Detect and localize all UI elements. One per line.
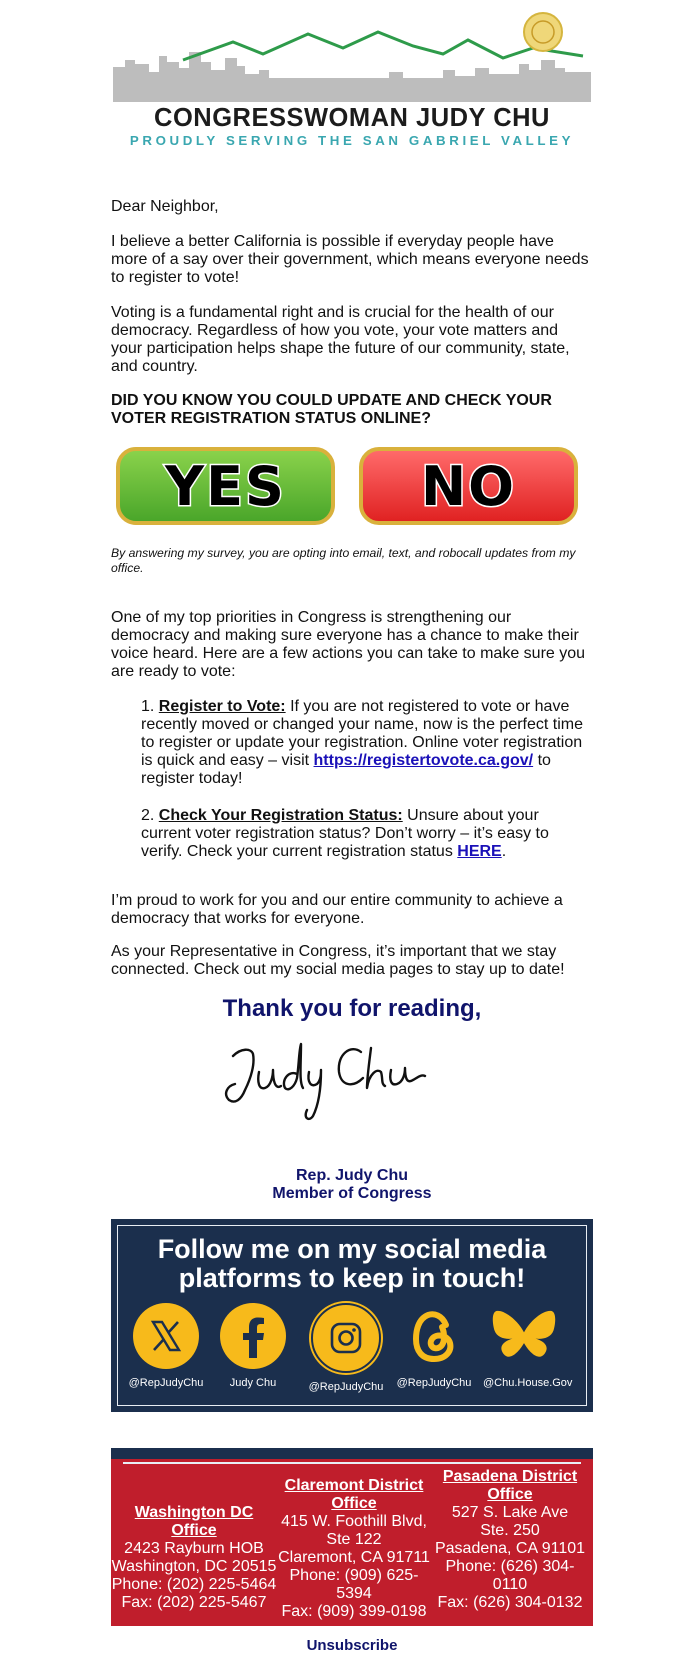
list-item-title: Register to Vote: bbox=[158, 698, 286, 715]
footer-offices bbox=[111, 1448, 593, 1626]
social-title-line1: Follow me on my social media bbox=[157, 1234, 547, 1264]
no-label: NO bbox=[420, 454, 517, 518]
check-status-link[interactable]: HERE bbox=[457, 843, 502, 860]
list-number: 2. bbox=[141, 807, 159, 824]
office-line: Ste. 250 bbox=[480, 1522, 540, 1539]
social-media-banner bbox=[111, 1219, 593, 1412]
office-line: Ste 122 bbox=[326, 1531, 382, 1548]
social-label: @RepJudyChu bbox=[396, 1377, 472, 1389]
office-line: Phone: (626) 304- bbox=[445, 1558, 575, 1575]
social-label: Judy Chu bbox=[229, 1377, 277, 1389]
office-line: Fax: (626) 304-0132 bbox=[437, 1594, 583, 1611]
office-dc bbox=[111, 1504, 277, 1612]
no-button[interactable] bbox=[359, 447, 578, 525]
yes-button[interactable] bbox=[116, 447, 335, 525]
register-link[interactable]: https://registertovote.ca.gov/ bbox=[313, 752, 534, 769]
yes-label: YES bbox=[165, 454, 286, 518]
unsubscribe-link[interactable]: Unsubscribe bbox=[306, 1637, 398, 1654]
social-facebook[interactable] bbox=[212, 1303, 294, 1389]
office-title-line1[interactable]: Pasadena District bbox=[442, 1468, 578, 1485]
paragraph-voting-right: Voting is a fundamental right and is crucial for the health of our democracy. Regardless of how you vote, your vote matters and your participation helps shape the future of our community, state, and country. bbox=[111, 304, 570, 375]
banner-title: CONGRESSWOMAN JUDY CHU bbox=[154, 104, 550, 132]
facebook-icon[interactable] bbox=[220, 1303, 286, 1369]
office-title-line2[interactable]: Office bbox=[487, 1486, 533, 1503]
header-banner bbox=[113, 12, 595, 164]
office-line: Fax: (202) 225-5467 bbox=[121, 1594, 267, 1611]
list-item bbox=[141, 698, 591, 788]
office-claremont bbox=[275, 1477, 433, 1621]
office-line: 0110 bbox=[492, 1576, 528, 1593]
office-pasadena bbox=[431, 1468, 589, 1612]
action-list bbox=[141, 698, 591, 861]
footer-divider bbox=[123, 1462, 581, 1464]
office-line: 5394 bbox=[336, 1585, 372, 1602]
instagram-icon[interactable] bbox=[311, 1303, 381, 1373]
list-item-text: If you are not registered to vote or have recently moved or changed your name, now is the perfect time to register or update your registration. Online voter registration is quick and easy – visit bbox=[141, 698, 583, 769]
list-item bbox=[141, 807, 591, 861]
rep-title: Member of Congress bbox=[272, 1185, 432, 1202]
office-line: 2423 Rayburn HOB bbox=[124, 1540, 264, 1557]
office-line: 527 S. Lake Ave bbox=[451, 1504, 569, 1521]
paragraph-connected: As your Representative in Congress, it’s important that we stay connected. Check out my social media pages to stay up to date! bbox=[111, 943, 565, 978]
survey-disclaimer: By answering my survey, you are opting into email, text, and robocall updates from my office. bbox=[111, 546, 576, 575]
banner-subtitle: PROUDLY SERVING THE SAN GABRIEL VALLEY bbox=[129, 133, 575, 148]
list-item-tail: to register today! bbox=[141, 752, 551, 787]
office-line: Washington, DC 20515 bbox=[111, 1558, 277, 1575]
office-line: Claremont, CA 91711 bbox=[278, 1549, 430, 1566]
paragraph-priorities: One of my top priorities in Congress is strengthening our democracy and making sure everyone has a chance to make their voice heard. Here are a few actions you can take to make sure you are ready to vote: bbox=[111, 609, 586, 680]
list-number: 1. bbox=[141, 698, 159, 715]
office-line: Phone: (909) 625- bbox=[289, 1567, 419, 1584]
office-line: Fax: (909) 399-0198 bbox=[281, 1603, 427, 1620]
list-item-tail: . bbox=[501, 843, 507, 860]
threads-icon[interactable] bbox=[401, 1303, 467, 1369]
rep-name: Rep. Judy Chu bbox=[295, 1167, 408, 1184]
social-threads[interactable] bbox=[393, 1303, 475, 1389]
office-line: Phone: (202) 225-5464 bbox=[111, 1576, 277, 1593]
greeting: Dear Neighbor, bbox=[111, 198, 219, 215]
congressional-seal-icon bbox=[524, 13, 562, 51]
social-label: @RepJudyChu bbox=[308, 1381, 384, 1393]
bluesky-icon[interactable] bbox=[491, 1303, 557, 1369]
handwritten-signature bbox=[211, 1034, 441, 1126]
office-line: 415 W. Foothill Blvd, bbox=[281, 1513, 427, 1530]
office-line: Pasadena, CA 91101 bbox=[434, 1540, 586, 1557]
social-title-line2: platforms to keep in touch! bbox=[178, 1263, 526, 1293]
paragraph-intro: I believe a better California is possible if everyday people have more of a say over their government, which means everyone needs to register to vote! bbox=[111, 233, 589, 286]
rep-signoff bbox=[111, 1167, 593, 1203]
social-instagram[interactable] bbox=[305, 1303, 387, 1393]
footer-top-bar bbox=[111, 1448, 593, 1459]
list-item-text: Unsure about your current voter registration status? Don’t worry – it’s easy to verify. Check your current registration status bbox=[141, 807, 549, 860]
list-item-title: Check Your Registration Status: bbox=[158, 807, 403, 824]
thanks-heading: Thank you for reading, bbox=[222, 995, 482, 1022]
social-label: @RepJudyChu bbox=[128, 1377, 204, 1389]
office-title[interactable]: Washington DC Office bbox=[134, 1504, 254, 1539]
x-icon[interactable] bbox=[133, 1303, 199, 1369]
social-bluesky[interactable] bbox=[483, 1303, 573, 1389]
social-x[interactable] bbox=[125, 1303, 207, 1389]
office-title-line1[interactable]: Claremont District bbox=[284, 1477, 424, 1494]
social-title bbox=[111, 1235, 593, 1293]
office-title-line2[interactable]: Office bbox=[331, 1495, 377, 1512]
survey-question: DID YOU KNOW YOU COULD UPDATE AND CHECK YOUR VOTER REGISTRATION STATUS ONLINE? bbox=[111, 392, 552, 427]
social-label: @Chu.House.Gov bbox=[483, 1377, 573, 1389]
skyline-graphic bbox=[113, 12, 595, 107]
paragraph-proud: I’m proud to work for you and our entire community to achieve a democracy that works for everyone. bbox=[111, 892, 563, 927]
